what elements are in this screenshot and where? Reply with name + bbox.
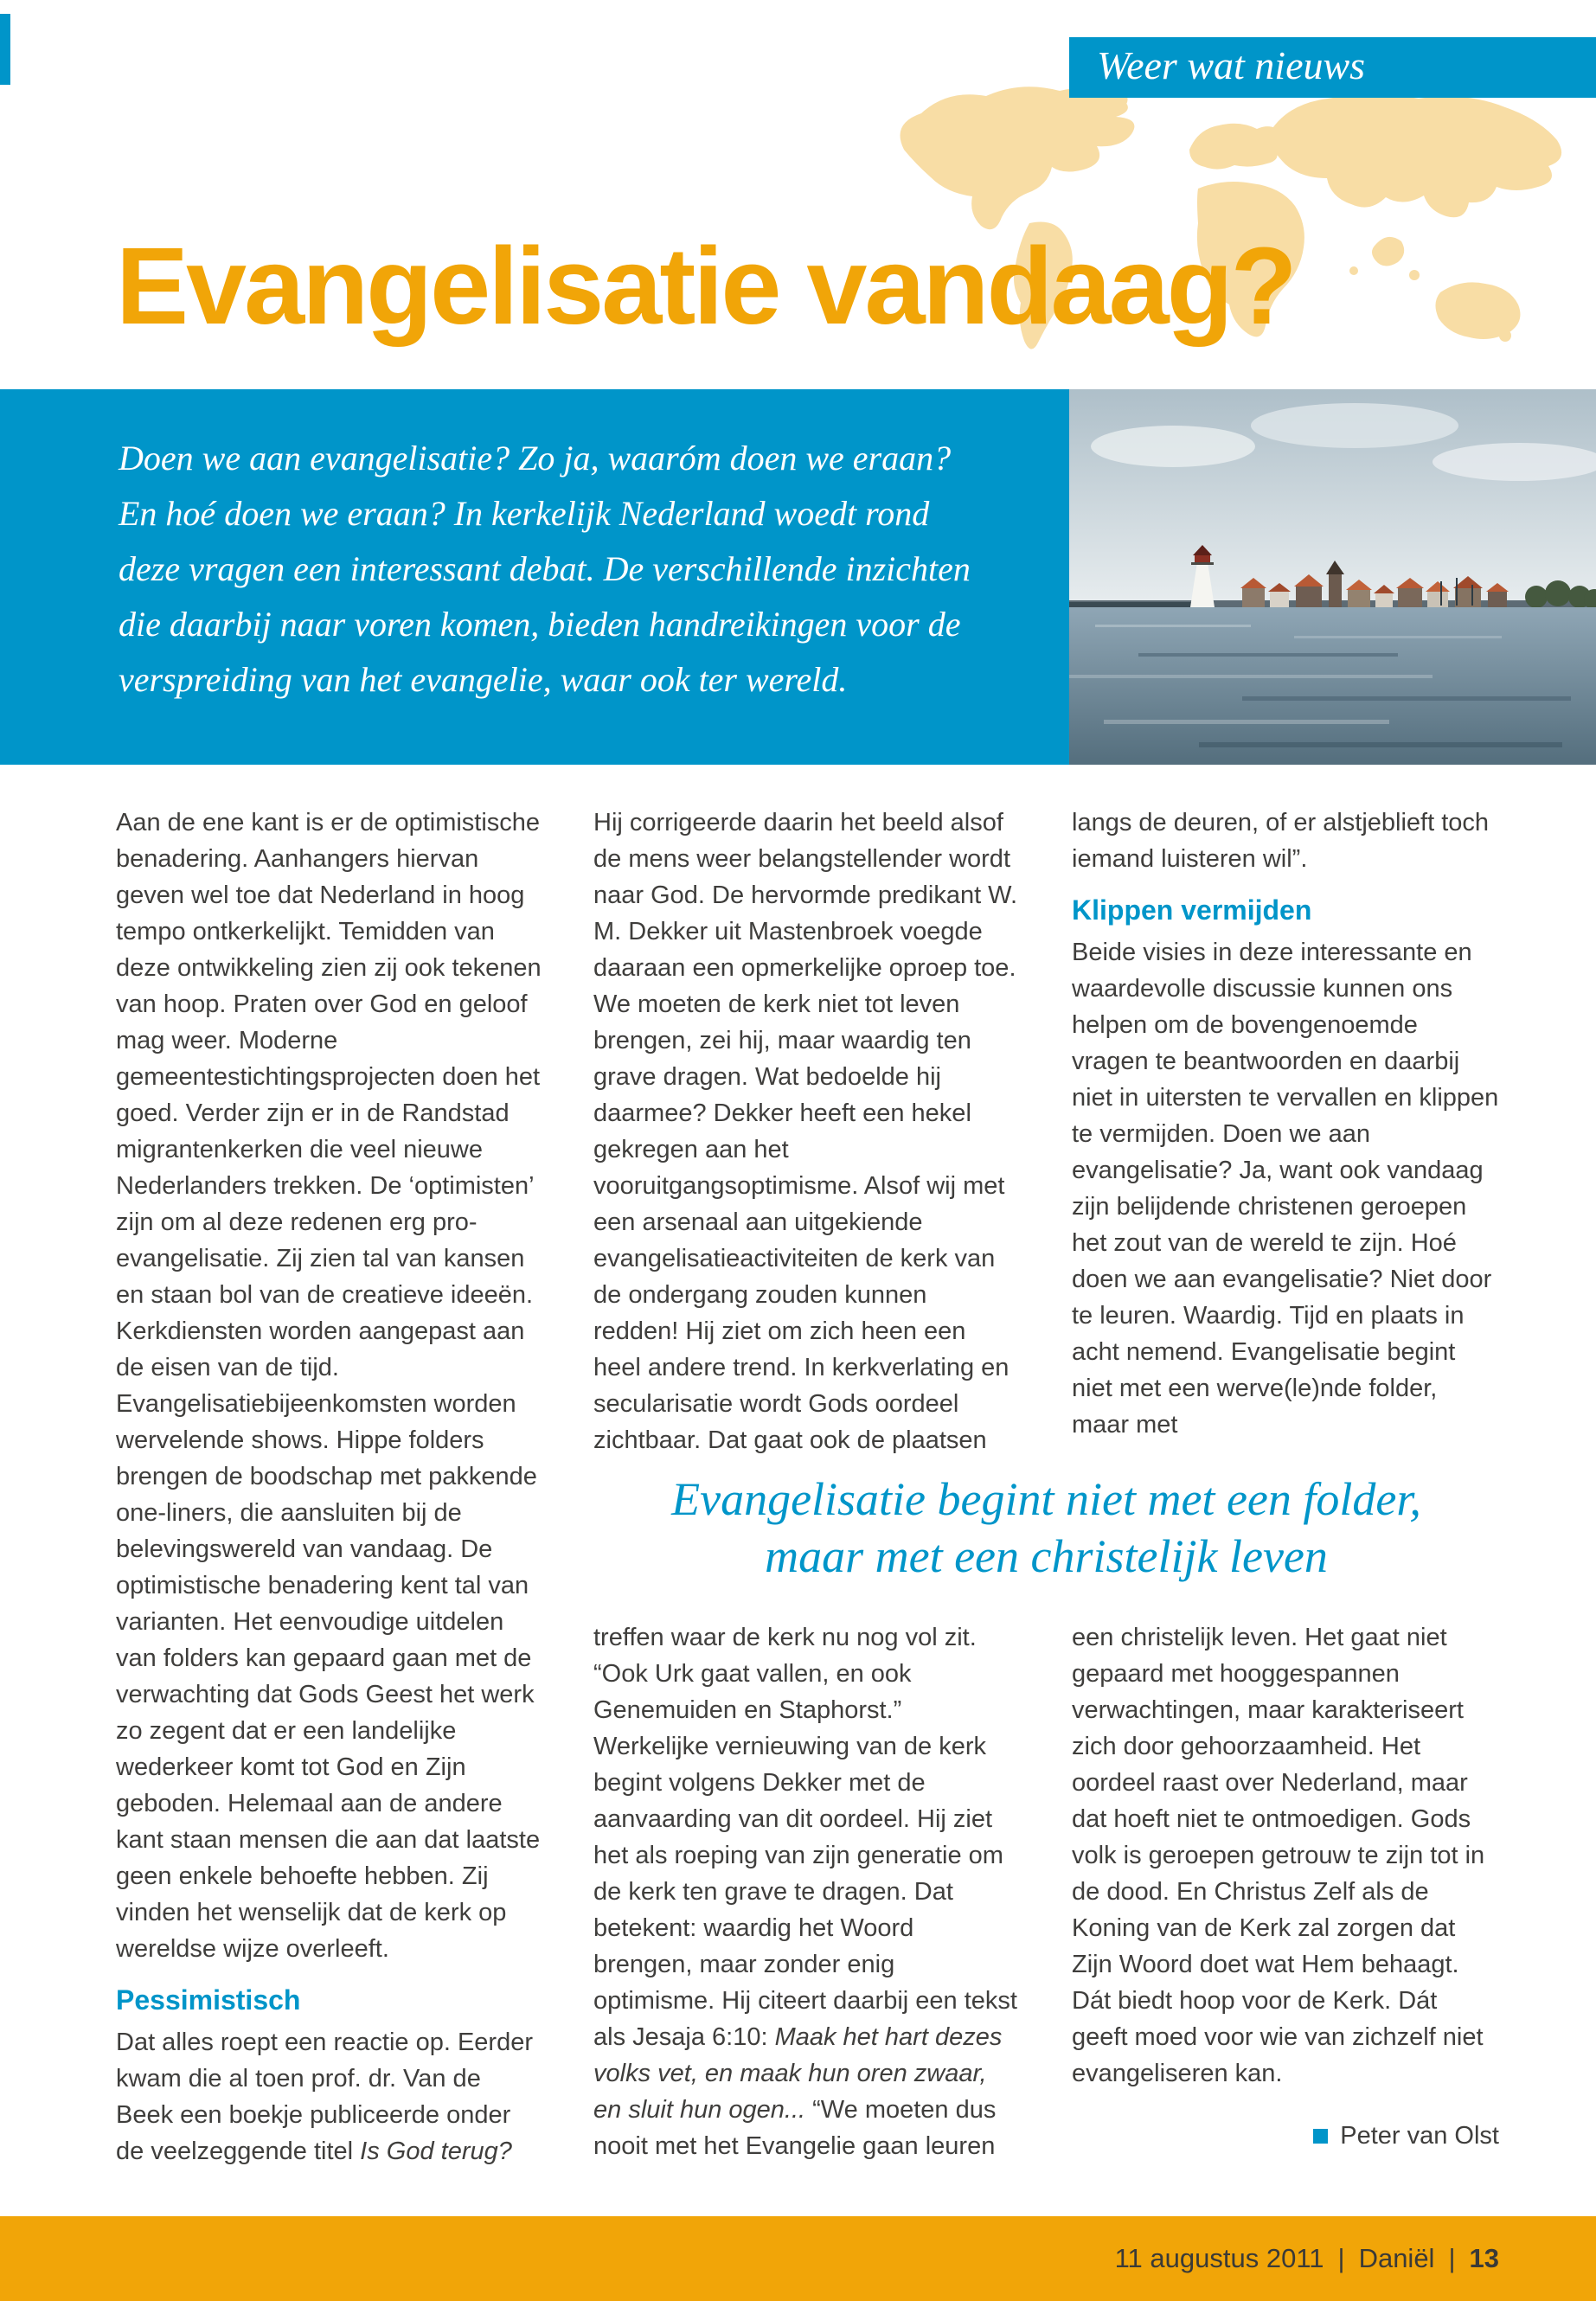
body-paragraph: Dat alles roept een reactie op. Eerder kwam die al toen prof. dr. Van de Beek een boekje publiceerde onder de veelzeggende titel Is God terug? <box>116 2029 533 2165</box>
body-paragraph: Hij corrigeerde daarin het beeld alsof de mens weer belangstellender wordt naar God. De hervormde predikant W. M. Dekker uit Mastenbroek voegde daaraan een opmerkelijke oproep toe. We moeten de kerk niet tot leven brengen, zei hij, maar waardig ten grave dragen. Wat bedoelde hij daarmee? Dekker heeft een hekel gekregen aan het vooruitgangsoptimisme. Alsof wij met een arsenaal aan uitgekiende evangelisatieactiviteiten de kerk van de ondergang zouden kunnen redden! Hij ziet om zich heen een heel andere trend. In kerkverlating en secularisatie wordt Gods oordeel zichtbaar. Dat gaat ook de plaatsen <box>593 809 1018 1454</box>
section-banner-label: Weer wat nieuws <box>1097 43 1366 87</box>
pull-quote <box>593 1471 1499 1585</box>
hero-photo <box>1069 389 1596 765</box>
photo-water <box>1069 607 1596 765</box>
pull-quote-line-2: maar met een christelijk leven <box>765 1530 1328 1582</box>
page-title: Evangelisatie vandaag? <box>116 225 1295 347</box>
footer-publication: Daniël <box>1358 2243 1435 2273</box>
footer-bar <box>0 2216 1596 2301</box>
hero-photo-graphic <box>1069 389 1596 765</box>
subhead-klippen-vermijden: Klippen vermijden <box>1072 894 1312 926</box>
footer-separator: | <box>1448 2243 1456 2273</box>
body-paragraph: Aan de ene kant is er de optimistische benadering. Aanhangers hiervan geven wel toe dat Nederland in hoog tempo ontkerkelijkt. Temidden van deze ontwikkeling zien zij ook tekenen van hoop. Praten over God en geloof mag weer. Moderne gemeentestichtingsprojecten doen het goed. Verder zijn er in de Randstad migrantenkerken die veel nieuwe Nederlanders trekken. De ‘optimisten’ zijn om al deze redenen erg pro-evangelisatie. Zij zien tal van kansen en staan bol van de creatieve ideeën. Kerkdiensten worden aangepast aan de eisen van de tijd. Evangelisatiebijeenkomsten worden wervelende shows. Hippe folders brengen de boodschap met pakkende one-liners, die aansluiten bij de belevingswereld van vandaag. De optimistische benadering kent tal van varianten. Het eenvoudige uitdelen van folders kan gepaard gaan met de verwachting dat Gods Geest het werk zo zegent dat er een landelijke wederkeer komt tot God en Zijn geboden. Helemaal aan de andere kant staan mensen die aan dat laatste geen enkele behoefte hebben. Zij vinden het wenselijk dat de kerk op wereldse wijze overleeft. <box>116 809 542 1963</box>
article-column-3-lower <box>1072 1619 1499 2154</box>
footer-date: 11 augustus 2011 <box>1114 2243 1324 2273</box>
intro-block <box>0 389 1069 765</box>
subhead-pessimistisch: Pessimistisch <box>116 1984 301 2016</box>
pull-quote-line-1: Evangelisatie begint niet met een folder, <box>671 1473 1421 1525</box>
footer-separator: | <box>1337 2243 1345 2273</box>
intro-text: Doen we aan evangelisatie? Zo ja, waaróm doen we eraan? En hoé doen we eraan? In kerkelijk Nederland woedt rond deze vragen een interessant debat. De verschillende inzichten die daarbij naar voren komen, bieden handreikingen voor de verspreiding van het evangelie, waar ook ter wereld. <box>119 439 971 699</box>
body-paragraph: Beide visies in deze interessante en waardevolle discussie kunnen ons helpen om de bovengenoemde vragen te beantwoorden en daarbij niet in uitersten te vervallen en klippen te vermijden. Doen we aan evangelisatie? Ja, want ook vandaag zijn belijdende christenen geroepen het zout van de wereld te zijn. Hoé doen we aan evangelisatie? Niet door te leuren. Waardig. Tijd en plaats in acht nemend. Evangelisatie begint niet met een werve(le)nde folder, maar met <box>1072 939 1499 1439</box>
article-column-3-upper <box>1072 804 1499 1443</box>
left-edge-accent <box>0 14 10 85</box>
body-paragraph: treffen waar de kerk nu nog vol zit. “Ook Urk gaat vallen, en ook Genemuiden en Staphorst.” Werkelijke vernieuwing van de kerk begint volgens Dekker met de aanvaarding van dit oordeel. Hij ziet het als roeping van zijn generatie om de kerk ten grave te dragen. Dat betekent: waardig het Woord brengen, maar zonder enig optimisme. Hij citeert daarbij een tekst als Jesaja 6:10: Maak het hart dezes volks vet, en maak hun oren zwaar, en sluit hun ogen... “We moeten dus nooit met het Evangelie gaan leuren <box>593 1624 1017 2160</box>
section-banner <box>1069 37 1596 98</box>
author-credit <box>1072 2118 1499 2154</box>
article-column-2-lower <box>593 1619 1018 2164</box>
author-bullet-icon <box>1313 2129 1328 2144</box>
body-paragraph: langs de deuren, of er alstjeblieft toch iemand luisteren wil”. <box>1072 809 1490 873</box>
body-paragraph: een christelijk leven. Het gaat niet gepaard met hooggespannen verwachtingen, maar karakteriseert zich door gehoorzaamheid. Het oordeel raast over Nederland, maar dat hoeft niet te ontmoedigen. Gods volk is geroepen getrouw te zijn tot in de dood. En Christus Zelf als de Koning van de Kerk zal zorgen dat Zijn Woord doet wat Hem behaagt. Dát biedt hoop voor de Kerk. Dát geeft moed voor wie van zichzelf niet evangeliseren kan. <box>1072 1624 1485 2087</box>
article-column-1 <box>116 804 543 2170</box>
footer-page-number: 13 <box>1469 2243 1499 2273</box>
author-name: Peter van Olst <box>1340 2122 1499 2150</box>
article-column-2-upper <box>593 804 1018 1458</box>
